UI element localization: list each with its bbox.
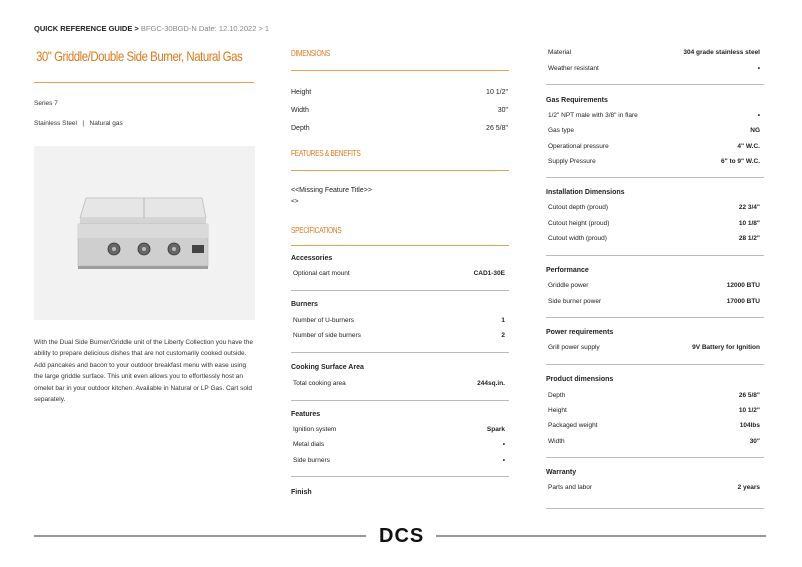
finish-fuel-label: Stainless Steel | Natural gas xyxy=(34,120,123,127)
divider xyxy=(546,457,764,458)
spec-group-title: Performance xyxy=(546,267,589,274)
spec-row: Cutout width (proud) 28 1/2" xyxy=(548,235,760,242)
spec-row: Operational pressure 4" W.C. xyxy=(548,143,760,150)
spec-row: Side burners • xyxy=(293,457,505,464)
divider xyxy=(291,400,509,401)
spec-row: Total cooking area 244sq.in. xyxy=(293,380,505,387)
divider xyxy=(291,476,509,477)
spec-row: Metal dials • xyxy=(293,441,505,448)
griddle-illustration xyxy=(34,146,255,320)
spec-group-title: Cooking Surface Area xyxy=(291,364,364,371)
spec-row: Gas type NG xyxy=(548,127,760,134)
dim-row: Height 10 1/2" xyxy=(291,89,508,96)
feature-body: <> xyxy=(291,198,299,205)
dim-row: Depth 26 5/8" xyxy=(291,125,508,132)
footer-rule-right xyxy=(436,535,766,537)
footer-rule-left xyxy=(34,535,366,537)
specifications-heading: SPECIFICATIONS xyxy=(291,225,342,235)
divider xyxy=(546,364,764,365)
spec-row: Optional cart mount CAD1-30E xyxy=(293,270,505,277)
divider xyxy=(546,508,764,509)
divider xyxy=(546,255,764,256)
divider xyxy=(291,70,509,71)
page-title: 30" Griddle/Double Side Burner, Natural Gas xyxy=(36,48,243,64)
spec-row: Weather resistant • xyxy=(548,65,760,72)
spec-row: Cutout height (proud) 10 1/8" xyxy=(548,220,760,227)
spec-row: Material 304 grade stainless steel xyxy=(548,49,760,56)
breadcrumb: QUICK REFERENCE GUIDE > BFGC-30BGD-N Date: 12.10.2022 > 1 xyxy=(34,24,270,33)
spec-row: Griddle power 12000 BTU xyxy=(548,282,760,289)
spec-group-title: Gas Requirements xyxy=(546,97,608,104)
divider xyxy=(546,84,764,85)
divider xyxy=(546,177,764,178)
spec-row: Height 10 1/2" xyxy=(548,407,760,414)
divider xyxy=(291,352,509,353)
spec-row: Parts and labor 2 years xyxy=(548,484,760,491)
divider xyxy=(291,290,509,291)
spec-group-title: Accessories xyxy=(291,255,333,262)
product-description: With the Dual Side Burner/Griddle unit of the Liberty Collection you have the ability to prepare delicious dishes that are not customarily cooked outside. Add pancakes and bacon to your outdoor breakfast menu with ease using the large griddle surface. This unit even allows you to effortlessly host an omelet bar in your outdoor kitchen. Available in Natural or LP Gas. Cart sold separately. xyxy=(34,339,253,404)
dimensions-heading: DIMENSIONS xyxy=(291,48,330,58)
spec-row: Number of side burners 2 xyxy=(293,332,505,339)
spec-group-title: Warranty xyxy=(546,469,577,476)
divider xyxy=(34,82,254,83)
spec-row: Side burner power 17000 BTU xyxy=(548,298,760,305)
spec-row: Grill power supply 9V Battery for Ignition xyxy=(548,344,760,351)
spec-row: Cutout depth (proud) 22 3/4" xyxy=(548,204,760,211)
features-benefits-heading: FEATURES & BENEFITS xyxy=(291,148,361,158)
divider xyxy=(291,170,509,171)
spec-row: Depth 26 5/8" xyxy=(548,392,760,399)
product-image xyxy=(34,146,255,320)
spec-group-title: Power requirements xyxy=(546,329,614,336)
spec-row: Ignition system Spark xyxy=(293,426,505,433)
spec-row: Packaged weight 104lbs xyxy=(548,422,760,429)
spec-group-title: Product dimensions xyxy=(546,376,614,383)
series-label: Series 7 xyxy=(34,100,58,107)
spec-group-title: Burners xyxy=(291,301,318,308)
spec-group-title: Finish xyxy=(291,489,312,496)
brand-logo: DCS xyxy=(379,525,425,547)
spec-row: Supply Pressure 6" to 9" W.C. xyxy=(548,158,760,165)
spec-row: Number of U-burners 1 xyxy=(293,317,505,324)
spec-group-title: Installation Dimensions xyxy=(546,189,625,196)
spec-group-title: Features xyxy=(291,411,321,418)
divider xyxy=(291,245,509,246)
spec-row: 1/2" NPT male with 3/8" in flare • xyxy=(548,112,760,119)
spec-row: Width 30" xyxy=(548,438,760,445)
feature-title: <<Missing Feature Title>> xyxy=(291,187,372,194)
dim-row: Width 30" xyxy=(291,107,508,114)
divider xyxy=(546,317,764,318)
